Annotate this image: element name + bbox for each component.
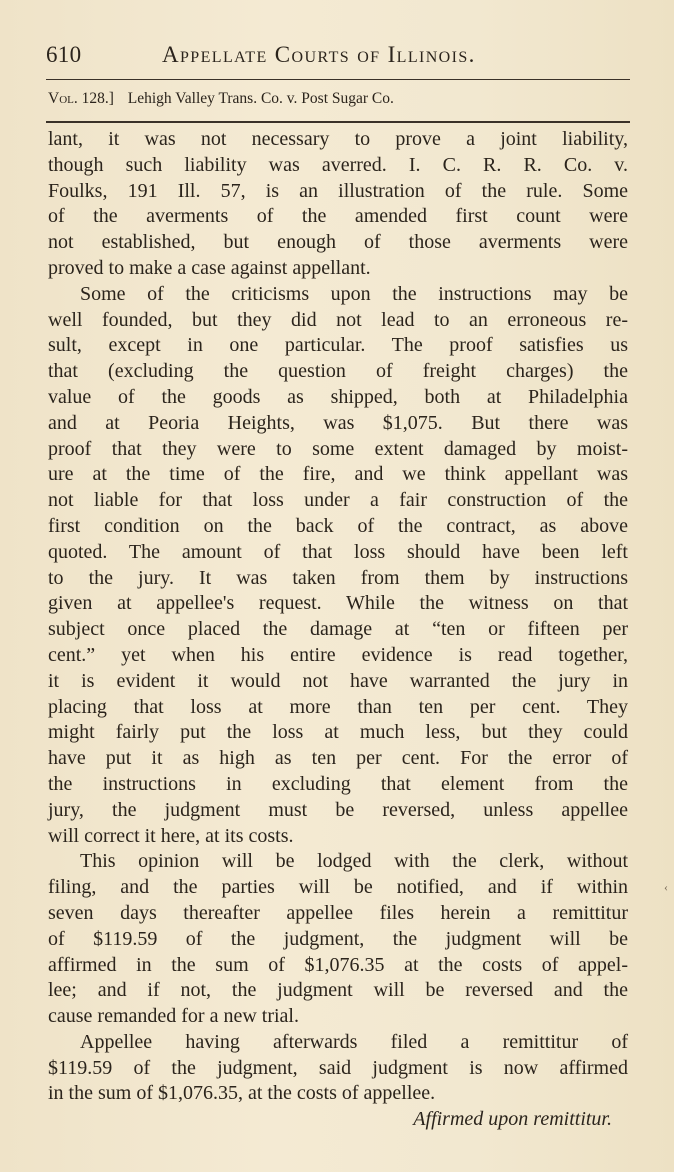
text-line: Some of the criticisms upon the instructions may be [80, 282, 628, 305]
header-rule-bottom [46, 121, 630, 123]
text-line: filing, and the parties will be notified, and if within [48, 876, 628, 899]
journal-title: Appellate Courts of Illinois. [162, 42, 476, 67]
running-head [46, 42, 626, 76]
text-line: of $119.59 of the judgment, the judgment will be [48, 927, 628, 950]
text-line: in the sum of $1,076.35, at the costs of appellee. [48, 1082, 436, 1105]
text-line: This opinion will be lodged with the clerk, without [80, 850, 628, 873]
text-line: subject once placed the damage at “ten or fifteen per [48, 618, 628, 641]
case-caption [48, 90, 628, 108]
text-line: value of the goods as shipped, both at Philadelphia [48, 385, 628, 408]
text-line: that (excluding the question of freight charges) the [48, 360, 628, 383]
text-line: jury, the judgment must be reversed, unless appellee [48, 798, 628, 821]
text-line: not established, but enough of those averments were [48, 231, 628, 254]
text-line: proof that they were to some extent damaged by moist- [48, 437, 628, 460]
text-line: might fairly put the loss at much less, but they could [48, 721, 628, 744]
closing-disposition: Affirmed upon remittitur. [413, 1108, 612, 1131]
text-line: of the averments of the amended first count were [48, 205, 628, 228]
text-line: given at appellee's request. While the witness on that [48, 592, 628, 615]
margin-mark: ‹ [664, 880, 668, 894]
text-line: the instructions in excluding that element from the [48, 772, 628, 795]
text-line: $119.59 of the judgment, said judgment is now affirmed [48, 1056, 628, 1079]
text-line: lee; and if not, the judgment will be reversed and the [48, 979, 628, 1002]
text-line: sult, except in one particular. The proof satisfies us [48, 334, 628, 357]
text-line: quoted. The amount of that loss should have been left [48, 540, 628, 563]
case-title: Lehigh Valley Trans. Co. v. Post Sugar Co. [127, 90, 394, 107]
text-line: cent.” yet when his entire evidence is read together, [48, 643, 628, 666]
text-line: ure at the time of the fire, and we think appellant was [48, 463, 628, 486]
text-line: Appellee having afterwards filed a remittitur of [80, 1030, 628, 1053]
text-line: it is evident it would not have warranted the jury in [48, 669, 628, 692]
text-line: affirmed in the sum of $1,076.35 at the costs of appel- [48, 953, 628, 976]
text-line: lant, it was not necessary to prove a joint liability, [48, 128, 628, 150]
header-rule-top [46, 79, 630, 80]
text-line: well founded, but they did not lead to an erroneous re- [48, 308, 628, 331]
text-line: Foulks, 191 Ill. 57, is an illustration of the rule. Some [48, 179, 628, 202]
text-line: and at Peoria Heights, was $1,075. But there was [48, 411, 628, 434]
text-line: proved to make a case against appellant. [48, 256, 371, 279]
text-line: have put it as high as ten per cent. For the error of [48, 747, 628, 770]
text-line: placing that loss at more than ten per cent. They [48, 695, 628, 718]
text-line: first condition on the back of the contract, as above [48, 514, 628, 537]
volume-label: Vol. 128.] [48, 90, 114, 107]
opinion-text [48, 127, 628, 1133]
text-line: cause remanded for a new trial. [48, 1005, 299, 1028]
text-line: to the jury. It was taken from them by instructions [48, 566, 628, 589]
text-line: seven days thereafter appellee files herein a remittitur [48, 901, 628, 924]
text-line: not liable for that loss under a fair construction of the [48, 489, 628, 512]
text-line: though such liability was averred. I. C. R. R. Co. v. [48, 153, 628, 176]
text-line: will correct it here, at its costs. [48, 824, 294, 847]
page-number: 610 [46, 42, 82, 67]
